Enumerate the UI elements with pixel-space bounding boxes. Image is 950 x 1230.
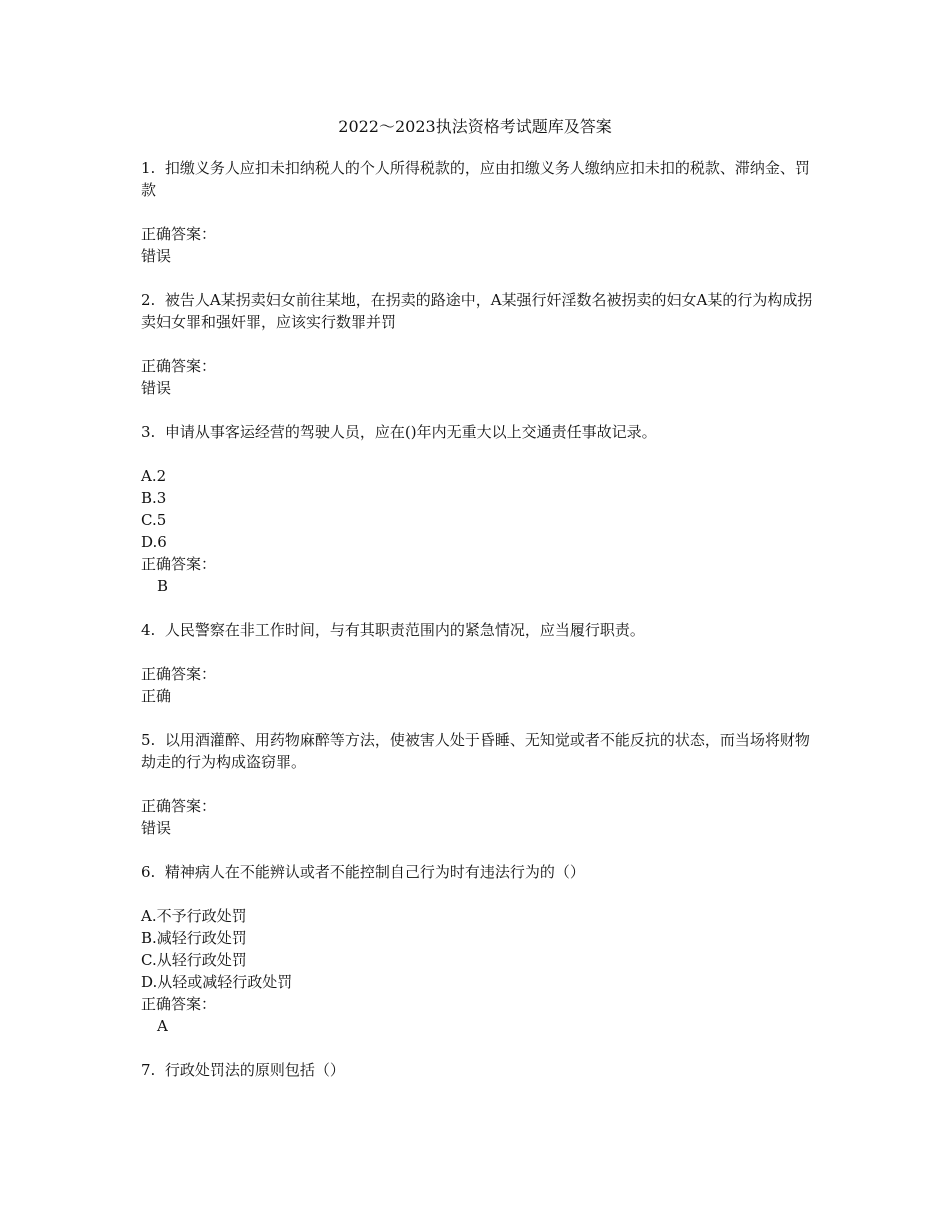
question-1 (141, 157, 821, 267)
question-number: 5. (141, 731, 156, 749)
answer-value: B (157, 577, 169, 595)
option-b: B.3 (141, 489, 167, 507)
question-text (141, 861, 821, 883)
document-title: 2022～2023执法资格考试题库及答案 (338, 117, 612, 136)
question-5 (141, 729, 821, 839)
answer-label: 正确答案： (141, 995, 217, 1013)
option-a: A.2 (141, 467, 167, 485)
answer-label: 正确答案： (141, 665, 217, 683)
question-body: 申请从事客运经营的驾驶人员，应在()年内无重大以上交通责任事故记录。 (164, 423, 657, 441)
question-number: 7. (141, 1061, 156, 1079)
question-body: 以用酒灌醉、用药物麻醉等方法，使被害人处于昏睡、无知觉或者不能反抗的状态，而当场将财物劫走的行为构成盗窃罪。 (141, 731, 810, 771)
question-text (141, 1059, 821, 1081)
option-d: D.从轻或减轻行政处罚 (141, 973, 293, 991)
answer-label: 正确答案： (141, 357, 217, 375)
option-d: D.6 (141, 533, 167, 551)
question-text (141, 157, 821, 201)
question-6 (141, 861, 821, 1037)
answer-label: 正确答案： (141, 225, 217, 243)
question-text (141, 289, 821, 333)
question-number: 6. (141, 863, 156, 881)
answer-value: 错误 (141, 379, 172, 397)
option-a: A.不予行政处罚 (141, 907, 247, 925)
answer-value: 错误 (141, 247, 172, 265)
option-c: C.从轻行政处罚 (141, 951, 247, 969)
question-body: 行政处罚法的原则包括（） (164, 1061, 345, 1079)
question-text (141, 619, 821, 641)
option-b: B.减轻行政处罚 (141, 929, 247, 947)
question-number: 4. (141, 621, 156, 639)
question-2 (141, 289, 821, 399)
question-3 (141, 421, 821, 597)
answer-value: 错误 (141, 819, 172, 837)
question-text (141, 421, 821, 443)
question-body: 人民警察在非工作时间，与有其职责范围内的紧急情况，应当履行职责。 (164, 621, 645, 639)
question-body: 被告人A某拐卖妇女前往某地，在拐卖的路途中，A某强行奸淫数名被拐卖的妇女A某的行为构成拐卖妇女罪和强奸罪，应该实行数罪并罚 (141, 291, 813, 331)
question-4 (141, 619, 821, 707)
question-list (141, 157, 821, 1081)
question-number: 1. (141, 159, 156, 177)
option-c: C.5 (141, 511, 167, 529)
question-number: 2. (141, 291, 156, 309)
answer-value: A (157, 1017, 168, 1035)
answer-value: 正确 (141, 687, 172, 705)
answer-label: 正确答案： (141, 555, 217, 573)
question-number: 3. (141, 423, 156, 441)
answer-label: 正确答案： (141, 797, 217, 815)
question-body: 精神病人在不能辨认或者不能控制自己行为时有违法行为的（） (164, 863, 585, 881)
question-7 (141, 1059, 821, 1081)
question-body: 扣缴义务人应扣未扣纳税人的个人所得税款的，应由扣缴义务人缴纳应扣未扣的税款、滞纳金、罚款 (141, 159, 810, 199)
question-text (141, 729, 821, 773)
